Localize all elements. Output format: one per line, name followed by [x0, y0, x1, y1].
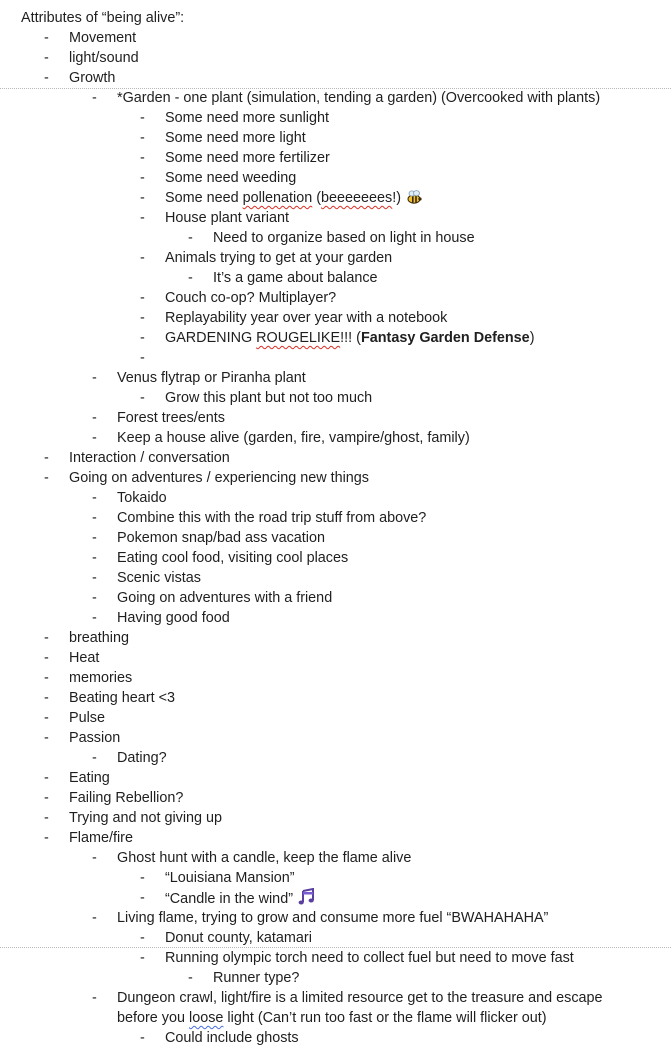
- list-item: [0, 68, 671, 88]
- list-item-text: [165, 168, 296, 188]
- list-item: [0, 608, 671, 628]
- text-run: “Candle in the wind”: [165, 891, 293, 907]
- list-item-text: [69, 808, 222, 828]
- text-run: Animals trying to get at your garden: [165, 250, 393, 266]
- text-run: House plant variant: [165, 210, 289, 226]
- text-run: Venus flytrap or Piranha plant: [117, 370, 306, 386]
- list-item-text: [117, 608, 230, 628]
- list-item: [0, 208, 671, 228]
- list-item: [0, 748, 671, 768]
- text-run: Some need: [165, 190, 243, 206]
- bullet-dash: -: [92, 410, 97, 426]
- list-item: [0, 1028, 671, 1048]
- bullet-dash: -: [44, 70, 49, 86]
- text-run: Some need weeding: [165, 170, 297, 186]
- list-item: [0, 508, 671, 528]
- list-item: [0, 368, 671, 388]
- list-item-text: [69, 648, 99, 668]
- bullet-dash: -: [140, 110, 145, 126]
- list-item-text: [165, 288, 336, 308]
- text-run: Forest trees/ents: [117, 410, 225, 426]
- text-run: Flame/fire: [69, 830, 133, 846]
- text-run: Going on adventures / experiencing new things: [69, 470, 369, 486]
- bullet-dash: -: [140, 870, 145, 886]
- bullet-dash: -: [44, 450, 49, 466]
- list-item-text: [69, 48, 139, 68]
- text-run: Donut county, katamari: [165, 930, 312, 946]
- text-run: Tokaido: [117, 490, 167, 506]
- list-item: [0, 888, 671, 908]
- bullet-dash: -: [92, 530, 97, 546]
- text-run: *Garden - one plant (simulation, tending a garden) (Overcooked with plants): [117, 90, 601, 106]
- text-run: Having good food: [117, 610, 230, 626]
- bullet-dash: -: [92, 750, 97, 766]
- bullet-dash: -: [140, 170, 145, 186]
- bullet-dash: -: [140, 930, 145, 946]
- text-run: Pulse: [69, 710, 105, 726]
- list-item-text: [165, 308, 447, 328]
- list-item-text: [213, 968, 299, 988]
- bullet-dash: -: [44, 50, 49, 66]
- bullet-dash: -: [44, 830, 49, 846]
- text-run: Heat: [69, 650, 100, 666]
- list-item: [0, 488, 671, 508]
- bullet-dash: -: [92, 610, 97, 626]
- list-item-text: [117, 908, 548, 928]
- text-run: Beating heart <3: [69, 690, 176, 706]
- text-run: Going on adventures with a friend: [117, 590, 333, 606]
- text-run: Dating?: [117, 750, 167, 766]
- list-item-text: [165, 248, 392, 268]
- list-item-text: [117, 88, 600, 108]
- list-item: [0, 228, 671, 248]
- bullet-dash: -: [44, 790, 49, 806]
- list-item: [0, 308, 671, 328]
- misspelled-word: loose: [189, 1010, 224, 1026]
- list-item-text: [165, 1028, 299, 1048]
- list-item: [0, 548, 671, 568]
- list-item-text: [69, 628, 129, 648]
- list-item: [0, 348, 671, 368]
- list-item-text: [165, 928, 312, 948]
- list-item-text: [117, 508, 426, 528]
- list-item: [0, 688, 671, 708]
- bullet-dash: -: [44, 470, 49, 486]
- list-item-text: [69, 68, 115, 88]
- text-run: Some need more sunlight: [165, 110, 329, 126]
- list-item-text: [117, 428, 470, 448]
- text-run: (: [312, 190, 322, 206]
- list-item-text: [117, 548, 348, 568]
- text-run: Trying and not giving up: [69, 810, 223, 826]
- list-item-text: [165, 148, 330, 168]
- list-item: [0, 148, 671, 168]
- list-item: [0, 768, 671, 788]
- misspelled-word: beeeeeees: [321, 190, 393, 206]
- list-item: [0, 248, 671, 268]
- list-item: [0, 388, 671, 408]
- text-run: Couch co-op? Multiplayer?: [165, 290, 337, 306]
- list-item: [0, 868, 671, 888]
- text-run: !!! (: [340, 330, 361, 346]
- text-run: Growth: [69, 70, 116, 86]
- bullet-dash: -: [140, 310, 145, 326]
- list-item-text: [165, 868, 295, 888]
- text-run: Movement: [69, 30, 137, 46]
- bullet-dash: -: [44, 810, 49, 826]
- bullet-dash: -: [44, 690, 49, 706]
- bullet-dash: -: [92, 590, 97, 606]
- list-item-text: [117, 528, 325, 548]
- bullet-dash: -: [92, 370, 97, 386]
- bullet-dash: -: [140, 950, 145, 966]
- bullet-dash: -: [92, 430, 97, 446]
- list-item: [0, 968, 671, 988]
- text-run: Running olympic torch need to collect fuel but need to move fast: [165, 950, 574, 966]
- text-run: Keep a house alive (garden, fire, vampire/ghost, family): [117, 430, 470, 446]
- text-run: Failing Rebellion?: [69, 790, 184, 806]
- bullet-dash: -: [140, 250, 145, 266]
- list-item-text: [117, 848, 411, 868]
- bullet-dash: -: [92, 850, 97, 866]
- list-item-text: [213, 228, 475, 248]
- list-item-text: [165, 208, 289, 228]
- list-item-text: [117, 488, 167, 508]
- text-run: memories: [69, 670, 133, 686]
- list-item: [0, 188, 671, 208]
- text-run: Grow this plant but not too much: [165, 390, 373, 406]
- text-run: Eating cool food, visiting cool places: [117, 550, 349, 566]
- list-item: [0, 448, 671, 468]
- text-run: Replayability year over year with a notebook: [165, 310, 448, 326]
- text-run: Some need more fertilizer: [165, 150, 330, 166]
- bullet-dash: -: [44, 730, 49, 746]
- bullet-dash: -: [92, 990, 97, 1006]
- list-item-text: [69, 28, 136, 48]
- text-run: Combine this with the road trip stuff from above?: [117, 510, 427, 526]
- bullet-dash: -: [188, 970, 193, 986]
- text-run: “Louisiana Mansion”: [165, 870, 295, 886]
- text-run: Some need more light: [165, 130, 306, 146]
- document-title: Attributes of “being alive”:: [21, 10, 185, 26]
- list-item: [0, 848, 671, 868]
- bullet-list: [0, 28, 671, 1048]
- text-run: Living flame, trying to grow and consume more fuel “BWAHAHAHA”: [117, 910, 549, 926]
- list-item-text: [165, 128, 306, 148]
- bullet-dash: -: [140, 150, 145, 166]
- list-item-text: [69, 688, 175, 708]
- list-item: [0, 628, 671, 648]
- bullet-dash: -: [92, 90, 97, 106]
- bullet-dash: -: [44, 630, 49, 646]
- list-item-text: [165, 328, 535, 348]
- bullet-dash: -: [188, 230, 193, 246]
- text-run: Dungeon crawl, light/fire is a limited resource get to the treasure and escape before you: [117, 990, 603, 1026]
- list-item-text: [69, 728, 120, 748]
- bullet-dash: -: [44, 30, 49, 46]
- list-item-text: [69, 708, 105, 728]
- bullet-dash: -: [140, 290, 145, 306]
- list-item: [0, 948, 671, 968]
- text-run: Pokemon snap/bad ass vacation: [117, 530, 325, 546]
- bullet-dash: -: [140, 890, 145, 906]
- list-item-text: [117, 988, 617, 1028]
- list-item-text: [165, 388, 372, 408]
- bullet-dash: -: [92, 570, 97, 586]
- list-item-text: [69, 768, 110, 788]
- list-item: [0, 328, 671, 348]
- list-item-text: [117, 588, 332, 608]
- bullet-dash: -: [44, 710, 49, 726]
- list-item: [0, 108, 671, 128]
- list-item-text: [213, 268, 378, 288]
- list-item: [0, 168, 671, 188]
- list-item: [0, 468, 671, 488]
- list-item: [0, 568, 671, 588]
- list-item-text: [69, 468, 369, 488]
- bullet-dash: -: [140, 130, 145, 146]
- text-run: Eating: [69, 770, 110, 786]
- list-item: [0, 128, 671, 148]
- list-item-text: [69, 788, 183, 808]
- list-item-text: [117, 408, 225, 428]
- list-item-text: [69, 668, 132, 688]
- list-item: [0, 648, 671, 668]
- list-item: [0, 88, 671, 108]
- text-run: ): [529, 330, 535, 346]
- bullet-dash: -: [140, 330, 145, 346]
- text-run: Need to organize based on light in house: [213, 230, 475, 246]
- misspelled-word: pollenation: [242, 190, 313, 206]
- page-break-divider: [0, 88, 671, 89]
- list-item: [0, 668, 671, 688]
- text-run: breathing: [69, 630, 130, 646]
- list-item-text: [165, 108, 329, 128]
- bullet-dash: -: [92, 490, 97, 506]
- list-item: [0, 708, 671, 728]
- text-run: Could include ghosts: [165, 1030, 299, 1046]
- list-item: [0, 528, 671, 548]
- bullet-dash: -: [92, 910, 97, 926]
- list-item: [0, 728, 671, 748]
- bullet-dash: -: [92, 510, 97, 526]
- text-run: !): [392, 190, 402, 206]
- bullet-dash: -: [92, 550, 97, 566]
- list-item: [0, 928, 671, 948]
- bullet-dash: -: [140, 1030, 145, 1046]
- text-run: Scenic vistas: [117, 570, 201, 586]
- list-item-text: [69, 448, 230, 468]
- list-item: [0, 788, 671, 808]
- text-run: light (Can’t run too fast or the flame will flicker out): [223, 1010, 547, 1026]
- text-run: Ghost hunt with a candle, keep the flame alive: [117, 850, 412, 866]
- bold-text: Fantasy Garden Defense: [360, 330, 530, 346]
- text-run: It’s a game about balance: [213, 270, 378, 286]
- list-item: [0, 588, 671, 608]
- list-item: [0, 408, 671, 428]
- document-title-line: [0, 8, 671, 28]
- page-break-divider: [0, 947, 671, 948]
- text-run: light/sound: [69, 50, 139, 66]
- list-item-text: [117, 748, 167, 768]
- list-item: [0, 48, 671, 68]
- list-item-text: [69, 828, 133, 848]
- text-run: Passion: [69, 730, 121, 746]
- list-item: [0, 288, 671, 308]
- bullet-dash: -: [44, 650, 49, 666]
- list-item: [0, 808, 671, 828]
- list-item: [0, 428, 671, 448]
- bullet-dash: -: [140, 190, 145, 206]
- text-run: Interaction / conversation: [69, 450, 230, 466]
- list-item: [0, 28, 671, 48]
- list-item-text: [117, 368, 306, 388]
- text-run: GARDENING: [165, 330, 257, 346]
- list-item-text: [117, 568, 201, 588]
- list-item: [0, 988, 671, 1028]
- bullet-dash: -: [140, 390, 145, 406]
- bullet-dash: -: [140, 210, 145, 226]
- bullet-dash: -: [140, 350, 145, 366]
- bullet-dash: -: [44, 770, 49, 786]
- misspelled-word: ROUGELIKE: [256, 330, 341, 346]
- bullet-dash: -: [188, 270, 193, 286]
- text-run: Runner type?: [213, 970, 300, 986]
- list-item: [0, 268, 671, 288]
- list-item: [0, 908, 671, 928]
- list-item: [0, 828, 671, 848]
- list-item-text: [165, 948, 574, 968]
- bullet-dash: -: [44, 670, 49, 686]
